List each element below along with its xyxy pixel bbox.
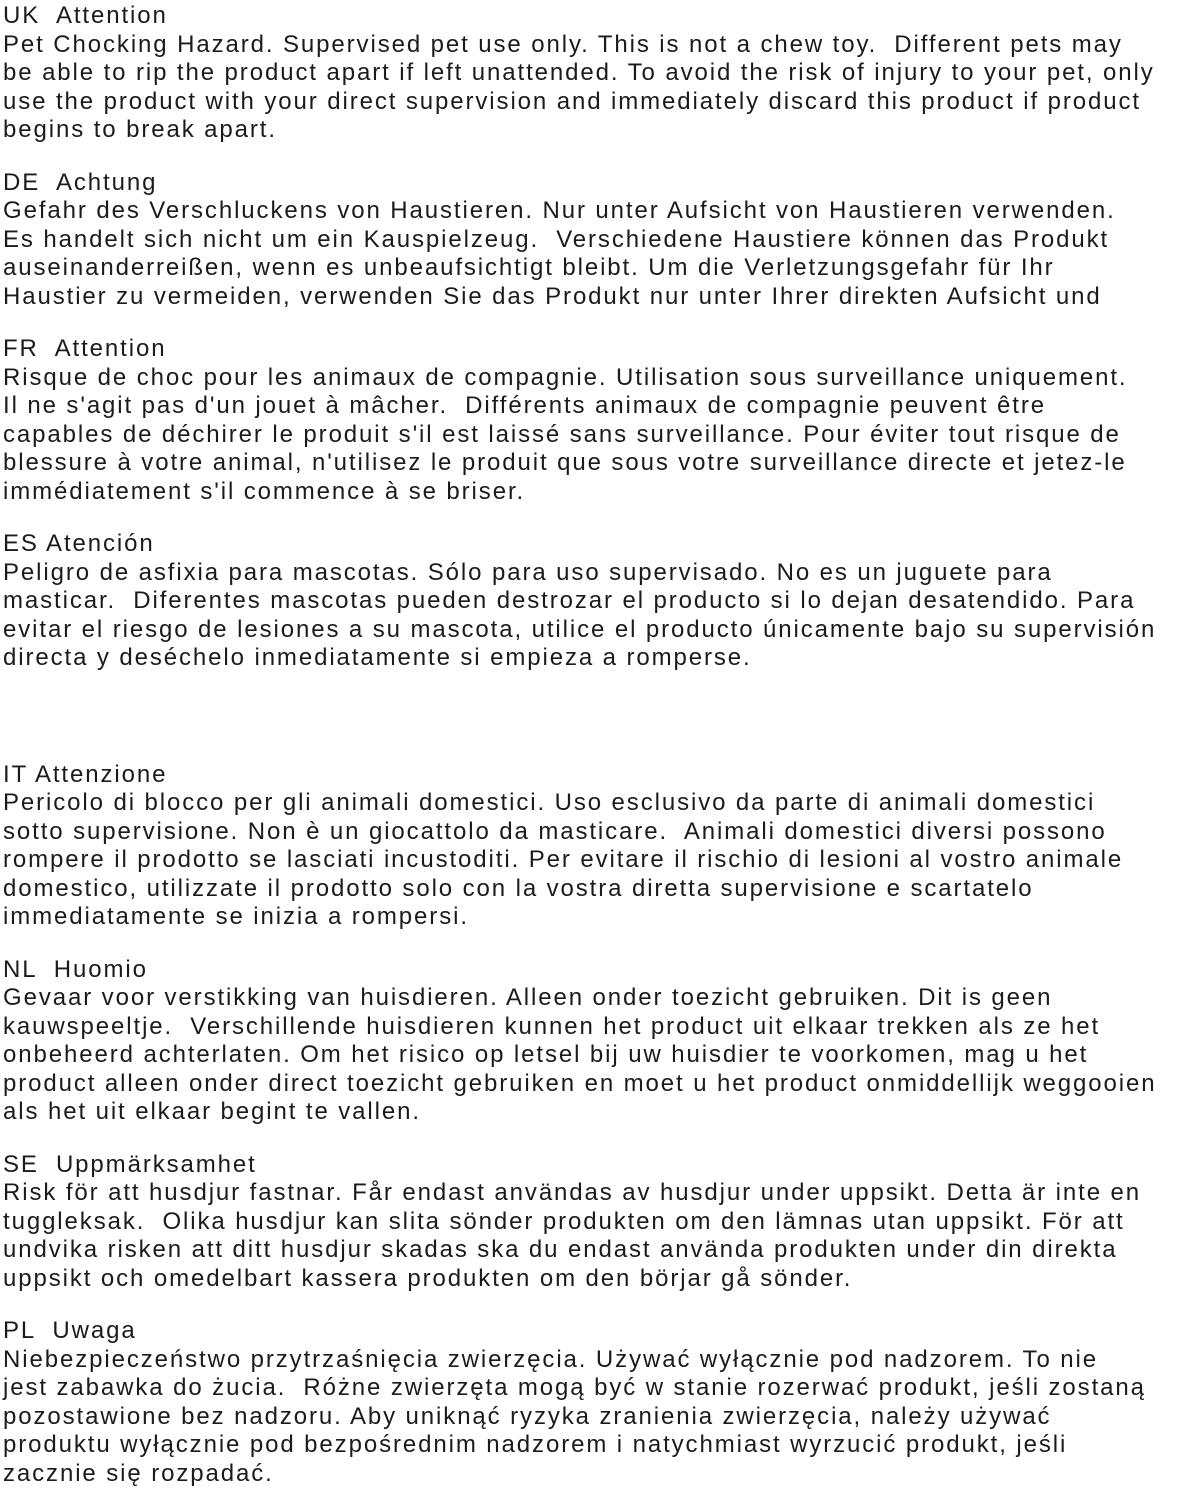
text-line: als het uit elkaar begint te vallen. bbox=[3, 1098, 421, 1125]
text-line: product alleen onder direct toezicht gebruiken en moet u het product onmiddellijk weggooien bbox=[3, 1069, 1157, 1097]
warning-section-de bbox=[3, 169, 1193, 312]
warning-section-uk bbox=[3, 2, 1193, 145]
section-heading-fr: FR Attention bbox=[3, 335, 167, 362]
warning-section-it bbox=[3, 761, 1193, 932]
text-line: undvika risken att ditt husdjur skadas ska du endast använda produkten under din direkta bbox=[3, 1236, 1118, 1263]
section-heading-it: IT Attenzione bbox=[3, 760, 168, 788]
text-line: masticar. Diferentes mascotas pueden destrozar el producto si lo dejan desatendido. Para bbox=[3, 587, 1136, 614]
text-line: Pericolo di blocco per gli animali domestici. Uso esclusivo da parte di animali domestici bbox=[3, 789, 1096, 816]
text-line: onbeheerd achterlaten. Om het risico op letsel bij uw huisdier te voorkomen, mag u het bbox=[3, 1041, 1089, 1068]
text-line: immediatamente se inizia a rompersi. bbox=[3, 903, 469, 930]
section-heading-pl: PL Uwaga bbox=[3, 1317, 137, 1344]
text-line: directa y deséchelo inmediatamente si empieza a romperse. bbox=[3, 644, 752, 671]
section-heading-nl: NL Huomio bbox=[3, 955, 148, 983]
warning-section-nl bbox=[3, 956, 1193, 1127]
text-line: Niebezpieczeństwo przytrzaśnięcia zwierzęcia. Używać wyłącznie pod nadzorem. To nie bbox=[3, 1345, 1099, 1373]
warning-section-es bbox=[3, 530, 1193, 673]
text-line: pozostawione bez nadzoru. Aby uniknąć ryzyka zranienia zwierzęcia, należy używać bbox=[3, 1402, 1052, 1430]
text-line: be able to rip the product apart if left unattended. To avoid the risk of injury to your pet, only bbox=[3, 59, 1155, 86]
text-line: use the product with your direct supervision and immediately discard this product if product bbox=[3, 87, 1141, 115]
text-line: blessure à votre animal, n'utilisez le produit que sous votre surveillance directe et jetez-le bbox=[3, 449, 1127, 476]
text-line: Risk för att husdjur fastnar. Får endast användas av husdjur under uppsikt. Detta är inte en bbox=[3, 1179, 1141, 1206]
text-line: Peligro de asfixia para mascotas. Sólo para uso supervisado. No es un juguete para bbox=[3, 558, 1053, 586]
warning-section-se bbox=[3, 1151, 1193, 1294]
text-line: Gefahr des Verschluckens von Haustieren. Nur unter Aufsicht von Haustieren verwenden. bbox=[3, 197, 1116, 224]
section-heading-se: SE Uppmärksamhet bbox=[3, 1150, 257, 1178]
text-line: jest zabawka do żucia. Różne zwierzęta mogą być w stanie rozerwać produkt, jeśli zostaną bbox=[3, 1374, 1146, 1401]
text-line: produktu wyłącznie pod bezpośrednim nadzorem i natychmiast wyrzucić produkt, jeśli bbox=[3, 1431, 1068, 1458]
text-line: Haustier zu vermeiden, verwenden Sie das Produkt nur unter Ihrer direkten Aufsicht und bbox=[3, 282, 1102, 310]
text-line: begins to break apart. bbox=[3, 116, 277, 143]
text-line: Gevaar voor verstikking van huisdieren. Alleen onder toezicht gebruiken. Dit is geen bbox=[3, 984, 1053, 1011]
text-line: Il ne s'agit pas d'un jouet à mâcher. Différents animaux de compagnie peuvent être bbox=[3, 392, 1046, 419]
section-heading-es: ES Atención bbox=[3, 530, 155, 557]
text-line: immédiatement s'il commence à se briser. bbox=[3, 477, 526, 505]
text-line: auseinanderreißen, wenn es unbeaufsichtigt bleibt. Um die Verletzungsgefahr für Ihr bbox=[3, 254, 1055, 281]
text-line: sotto supervisione. Non è un giocattolo da masticare. Animali domestici diversi possono bbox=[3, 817, 1107, 845]
text-line: kauwspeeltje. Verschillende huisdieren kunnen het product uit elkaar trekken als ze het bbox=[3, 1012, 1101, 1040]
text-line: Es handelt sich nicht um ein Kauspielzeug. Verschiedene Haustiere können das Produkt bbox=[3, 225, 1110, 253]
warning-section-fr bbox=[3, 335, 1193, 506]
text-line: evitar el riesgo de lesiones a su mascota, utilice el producto únicamente bajo su supervisión bbox=[3, 615, 1157, 643]
text-line: capables de déchirer le produit s'il est laissé sans surveillance. Pour éviter tout risque de bbox=[3, 420, 1121, 448]
text-line: domestico, utilizzate il prodotto solo con la vostra diretta supervisione e scartatelo bbox=[3, 874, 1034, 902]
text-line: zacznie się rozpadać. bbox=[3, 1459, 274, 1487]
text-line: Pet Chocking Hazard. Supervised pet use only. This is not a chew toy. Different pets may bbox=[3, 30, 1123, 58]
text-line: rompere il prodotto se lasciati incustoditi. Per evitare il rischio di lesioni al vostro animale bbox=[3, 846, 1124, 873]
section-heading-de: DE Achtung bbox=[3, 168, 158, 196]
warning-section-pl bbox=[3, 1317, 1193, 1488]
text-line: uppsikt och omedelbart kassera produkten om den börjar gå sönder. bbox=[3, 1264, 853, 1292]
text-line: Risque de choc pour les animaux de compagnie. Utilisation sous surveillance uniquement. bbox=[3, 363, 1128, 391]
section-heading-uk: UK Attention bbox=[3, 2, 168, 29]
text-line: tuggleksak. Olika husdjur kan slita sönder produkten om den lämnas utan uppsikt. För att bbox=[3, 1207, 1125, 1235]
